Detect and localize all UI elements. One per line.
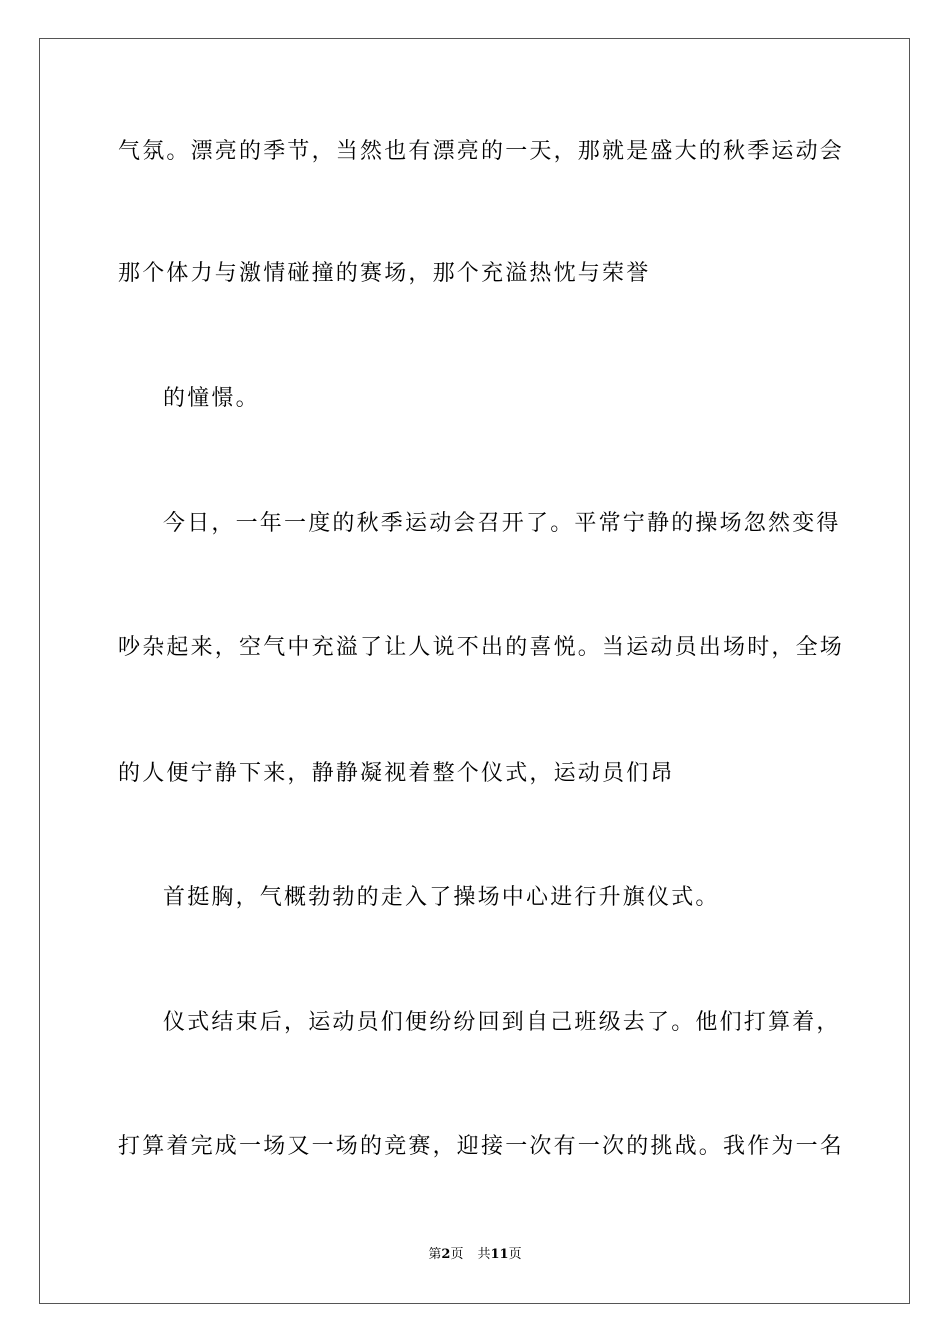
body-line-3: 的憧憬。: [163, 386, 260, 411]
body-line-8: 仪式结束后，运动员们便纷纷回到自己班级去了。他们打算着，: [163, 1010, 841, 1035]
footer-total-suffix: 页: [508, 1247, 522, 1262]
page-footer: [0, 1246, 950, 1264]
footer-total-pages: 11: [490, 1247, 509, 1262]
footer-page-prefix: 第: [428, 1247, 442, 1262]
footer-page-number: 2: [441, 1247, 451, 1262]
body-line-2: 那个体力与激情碰撞的赛场，那个充溢热忱与荣誉: [118, 261, 651, 286]
footer-page-suffix: 页: [450, 1247, 464, 1262]
page-border: [39, 38, 910, 1304]
body-line-4: 今日，一年一度的秋季运动会召开了。平常宁静的操场忽然变得: [163, 511, 841, 536]
body-line-9: 打算着完成一场又一场的竞赛，迎接一次有一次的挑战。我作为一名: [118, 1134, 845, 1159]
footer-total-prefix: 共: [477, 1247, 491, 1262]
body-line-7: 首挺胸，气概勃勃的走入了操场中心进行升旗仪式。: [163, 885, 720, 910]
body-line-1: 气氛。漂亮的季节，当然也有漂亮的一天，那就是盛大的秋季运动会: [118, 139, 845, 164]
body-line-6: 的人便宁静下来，静静凝视着整个仪式，运动员们昂: [118, 761, 675, 786]
body-line-5: 吵杂起来，空气中充溢了让人说不出的喜悦。当运动员出场时，全场: [118, 635, 845, 660]
